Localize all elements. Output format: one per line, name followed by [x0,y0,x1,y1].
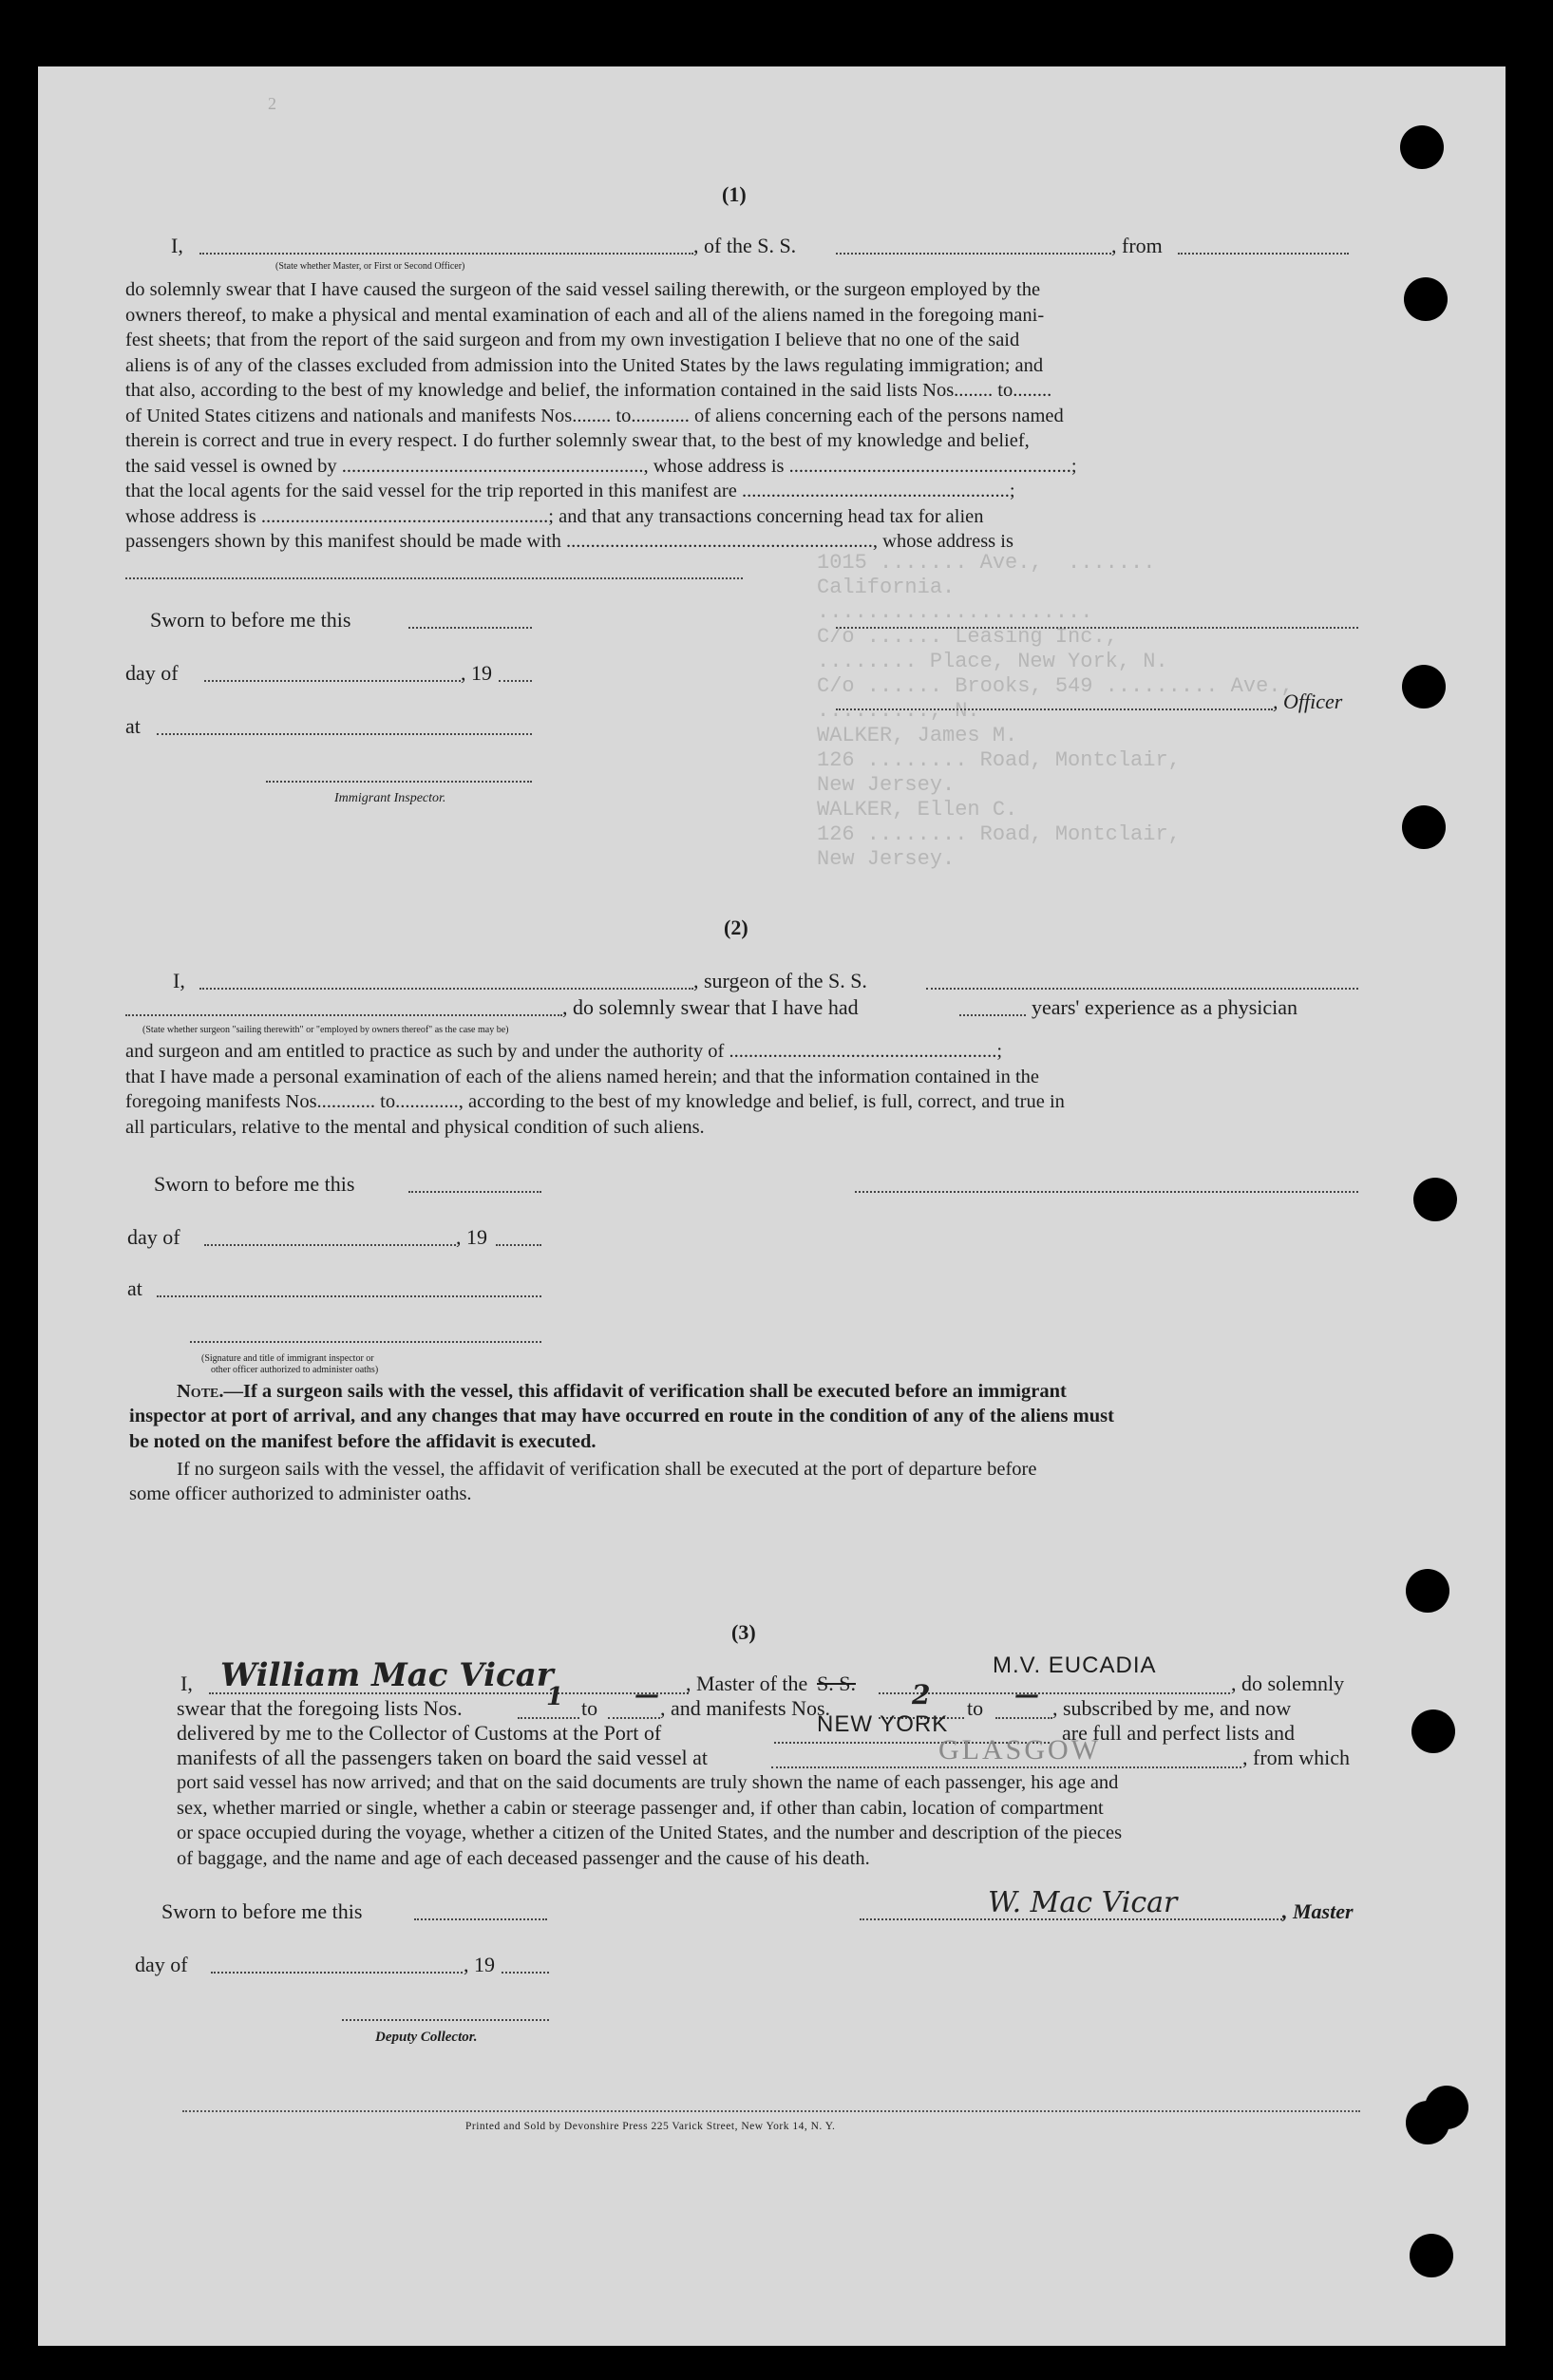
list-to-field[interactable] [608,1717,660,1719]
oath-line: port said vessel has now arrived; and that on the said documents are truly shown the name of each passenger, his age and [177,1772,1119,1793]
ship-name-field[interactable] [836,253,1111,255]
officer-label: , Officer [1273,689,1343,713]
deputy-collector-field[interactable] [342,2019,549,2021]
punch-hole [1413,1178,1457,1221]
surgeon-type-note: (State whether surgeon "sailing therewith" or "employed by owners thereof" as the case may be) [142,1025,509,1035]
punch-hole [1411,1709,1455,1753]
note-line: inspector at port of arrival, and any changes that may have occurred en route in the condition of any of the aliens must [129,1406,1114,1426]
oath-line: or space occupied during the voyage, whether a citizen of the United States, and the number and description of the pieces [177,1823,1123,1843]
punch-hole [1406,1569,1449,1613]
oath-line: owners thereof, to make a physical and mental examination of each and all of the aliens named in the foregoing mani- [125,304,1045,326]
deputy-collector-label: Deputy Collector. [375,2030,478,2045]
from-which-label: , from which [1242,1746,1351,1769]
master-name-field[interactable] [209,1692,689,1694]
manifest-to-value: — [1014,1681,1039,1709]
year-label-1: , 19 [461,661,492,685]
note-line: some officer authorized to administer oaths. [129,1483,472,1504]
punch-hole [1402,805,1446,849]
officer-rank-note: (State whether Master, or First or Second Officer) [275,261,465,272]
lists-label: swear that the foregoing lists Nos. [177,1696,463,1720]
section-2-heading: (2) [724,916,748,939]
port-of-departure-field[interactable] [771,1766,1241,1768]
manifest-from-value: 2 [912,1679,931,1710]
from-port-field[interactable] [1178,253,1349,255]
oath-line: of United States citizens and nationals and manifests Nos........ to............ of aliens concerning each of the persons named [125,405,1064,426]
day-field-2[interactable] [204,1244,456,1246]
master-signature-field[interactable] [860,1918,1282,1920]
surgeon-of-ss-label: , surgeon of the S. S. [693,969,867,992]
master-label: , Master [1282,1899,1354,1923]
note-text-cont [129,1404,1364,1454]
from-label: , from [1111,234,1163,257]
year-field-3[interactable] [502,1972,549,1974]
note-second-text [177,1457,1364,1483]
day-of-label-3: day of [135,1953,188,1976]
oath-line: of baggage, and the name and age of each deceased passenger and the cause of his death. [177,1847,870,1869]
oath-line: sex, whether married or single, whether a cabin or steerage passenger and, if other than cabin, location of compartment [177,1797,1104,1819]
section-3-oath-text [177,1770,1364,1871]
master-name-handwritten: William Mac Vicar [220,1656,554,1694]
lists-to-label: to [581,1696,598,1720]
at-field-1[interactable] [157,733,532,735]
at-label-1: at [125,714,141,738]
sworn-label-3: Sworn to before me this [161,1899,363,1923]
year-field-2[interactable] [496,1244,541,1246]
signature-title-note-1: (Signature and title of immigrant inspector or [201,1353,374,1364]
punch-hole [1404,277,1448,321]
day-field-3[interactable] [211,1972,463,1974]
oath-line: all particulars, relative to the mental and physical condition of such aliens. [125,1116,705,1138]
list-from-field[interactable] [518,1717,579,1719]
manifests-all-label: manifests of all the passengers taken on board the said vessel at [177,1746,709,1769]
punch-hole [1400,125,1444,169]
oath-line: that I have made a personal examination of each of the aliens named herein; and that the information contained in the [125,1066,1039,1087]
bleed-through: 1015 ....... Ave., ....... California. ...................... C/o ...... Leasing Inc., ........ Place, New York, N. C/o ...... Brooks, 549 ......... Ave., ........., N. WALKER, James M. 126 ........ Road, Montclair, New Jersey. WALKER, Ellen C. 126 ........ Road, Montclair, New Jersey. [817,551,1294,871]
year-label-2: , 19 [456,1225,487,1249]
address-continuation-field[interactable] [125,577,743,579]
sworn-date-field-1[interactable] [408,627,532,629]
inspector-signature-field-2[interactable] [190,1341,541,1343]
oath-line: the said vessel is owned by .............................................................., whose address is ..........................................................; [125,455,1077,477]
signature-title-note-2: other officer authorized to administer oaths) [211,1365,379,1375]
year-label-3: , 19 [464,1953,495,1976]
section-3-i-label: I, [180,1672,193,1695]
do-solemnly-label: , do solemnly [1231,1672,1345,1695]
oath-line: do solemnly swear that I have caused the surgeon of the said vessel sailing therewith, or the surgeon employed by the [125,279,1041,300]
year-field-1[interactable] [499,680,532,682]
list-from-value: 1 [546,1683,564,1711]
section-1-heading: (1) [722,182,747,206]
day-of-label-2: day of [127,1225,180,1249]
at-label-2: at [127,1276,142,1300]
surgeon-signature-field[interactable] [855,1191,1358,1193]
port-of-arrival-typed: NEW YORK [817,1711,949,1737]
section-2-i-label: I, [173,969,185,992]
oath-line: that the local agents for the said vessel for the trip reported in this manifest are .......................................................; [125,481,1015,501]
manifest-to-field[interactable] [995,1717,1052,1719]
years-experience-label: years' experience as a physician [1032,995,1298,1019]
officer-signature-field[interactable] [836,708,1273,710]
printer-imprint: Printed and Sold by Devonshire Press 225 Varick Street, New York 14, N. Y. [465,2121,836,2132]
punch-hole [1402,665,1446,708]
delivered-label: delivered by me to the Collector of Customs at the Port of [177,1721,662,1745]
day-field-1[interactable] [204,680,461,682]
note-second-cont [129,1482,1316,1507]
oath-line: foregoing manifests Nos............ to............., according to the best of my knowledge and belief, is full, correct, and true in [125,1091,1065,1112]
note-line: If no surgeon sails with the vessel, the affidavit of verification shall be executed at the port of departure before [177,1459,1037,1480]
section-1-oath-text [125,277,1360,555]
section-2-oath-text [125,1039,1360,1140]
full-perfect-label: are full and perfect lists and [1062,1721,1295,1745]
note-text [177,1379,1364,1405]
officer-blank-line [836,627,1358,629]
punch-hole [1410,2234,1453,2277]
vessel-name-typed: M.V. EUCADIA [993,1653,1157,1678]
vessel-field[interactable] [879,1692,1230,1694]
note-line: be noted on the manifest before the affidavit is executed. [129,1430,597,1452]
manifests-label: , and manifests Nos. [660,1696,831,1720]
footer-rule [182,2110,1360,2112]
note-line: —If a surgeon sails with the vessel, this affidavit of verification shall be executed before an immigrant [223,1381,1067,1402]
surgeon-ship-field[interactable] [926,988,1358,990]
note-label: Note. [177,1381,224,1402]
section-1-i-label: I, [171,234,183,257]
section-3-heading: (3) [731,1620,756,1644]
oath-line: passengers shown by this manifest should be made with ..............................................................., whose address is [125,531,1013,552]
sworn-date-field-2[interactable] [408,1191,541,1193]
manifests-to-label: to [967,1696,984,1720]
years-experience-field[interactable] [959,1014,1026,1016]
oath-line: aliens is of any of the classes excluded from admission into the United States by the laws regulating immigration; and [125,354,1044,376]
immigrant-inspector-label: Immigrant Inspector. [334,791,446,805]
surgeon-type-field[interactable] [125,1014,562,1016]
oath-line: and surgeon and am entitled to practice as such by and under the authority of .......................................................; [125,1041,1003,1062]
port-of-departure-stamp: GLASGOW [938,1734,1101,1766]
master-of-the-label: , Master of the [686,1672,808,1695]
oath-line: fest sheets; that from the report of the said surgeon and from my own investigation I believe that no one of the said [125,330,1020,350]
oath-line: therein is correct and true in every respect. I do further solemnly swear that, to the best of my knowledge and belief, [125,430,1030,451]
oath-line: whose address is ...........................................................; and that any transactions concerning head tax for alien [125,505,984,527]
of-the-ss-label: , of the S. S. [693,234,797,257]
sworn-label-2: Sworn to before me this [154,1172,355,1196]
sworn-date-field-3[interactable] [414,1918,547,1920]
inspector-signature-field[interactable] [266,781,532,783]
do-swear-label: , do solemnly swear that I have had [562,995,859,1019]
subscribed-label: , subscribed by me, and now [1052,1696,1292,1720]
punch-hole [1406,2101,1449,2144]
surgeon-name-field[interactable] [199,988,693,990]
master-signature: W. Mac Vicar [988,1886,1178,1919]
list-to-value: — [634,1681,659,1709]
day-of-label-1: day of [125,661,179,685]
sworn-label-1: Sworn to before me this [150,608,351,632]
at-field-2[interactable] [157,1295,541,1297]
ss-struck-text: S. S. [817,1672,856,1695]
page-number: 2 [268,94,276,113]
oath-line: that also, according to the best of my knowledge and belief, the information contained in the said lists Nos........ to........ [125,380,1052,401]
